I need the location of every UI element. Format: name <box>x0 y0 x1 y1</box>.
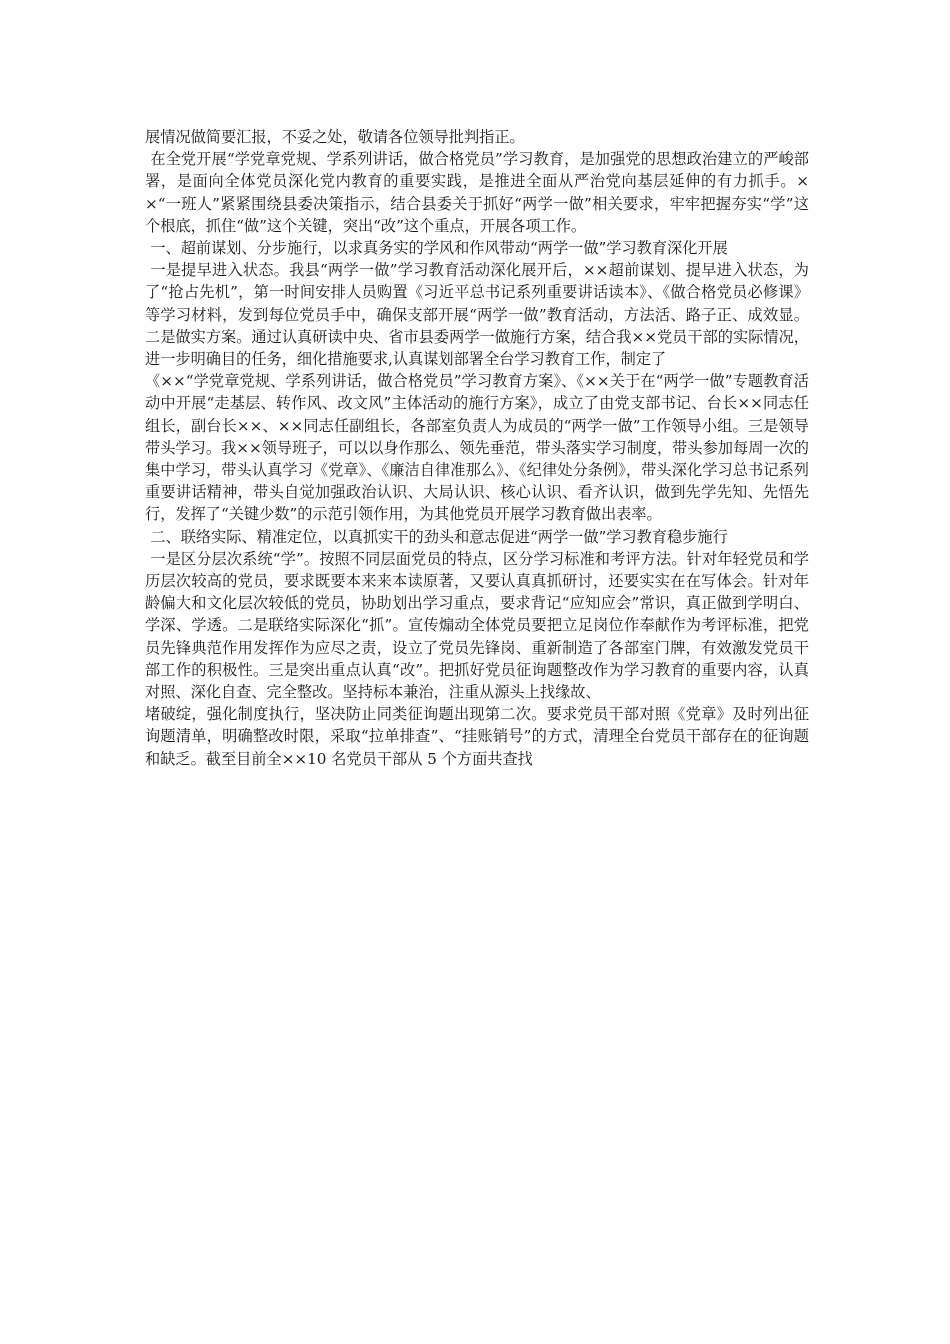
paragraph-intro-tail: 展情况做简要汇报，不妥之处，敬请各位领导批判指正。 <box>145 128 525 146</box>
paragraph-section-one-b: 《××“学党章党规、学系列讲话，做合格党员”学习教育方案》、《××关于在“两学一做”专题教育活动中开展“走基层、转作风、改文风”主体活动的施行方案》，成立了由党支部书记、台长××同志任组长，副台长××、××同志任副组长，各部室负责人为成员的“两学一做”工作领导小组。三是领导带头学习。我××领导班子，可以以身作那么、领先垂范，带头落实学习制度，带头参加每周一次的集中学习，带头认真学习《党章》、《廉洁自律准那么》、《纪律处分条例》，带头深化学习总书记系列重要讲话精神，带头自觉加强政治认识、大局认识、核心认识、看齐认识，做到先学先知、先悟先行，发挥了“关键少数”的示范引领作用，为其他党员开展学习教育做出表率。 <box>145 372 809 524</box>
paragraph-section-two-b: 堵破绽，强化制度执行，坚决防止同类征询题出现第二次。要求党员干部对照《党章》及时列出征询题清单，明确整改时限，采取“拉单排查”、“挂账销号”的方式，清理全台党员干部存在的征询题和缺乏。截至目前全××10 名党员干部从 5 个方面共查找 <box>145 705 809 768</box>
paragraph-section-one-a: 一是提早进入状态。我县“两学一做”学习教育活动深化展开后，××超前谋划、提早进入状态，为了“抢占先机”，第一时间安排人员购置《习近平总书记系列重要讲话读本》、《做合格党员必修课》等学习材料，发到每位党员手中，确保支部开展“两学一做”教育活动，方法活、路子正、成效显。二是做实方案。通过认真研读中央、省市县委两学一做施行方案，结合我××党员干部的实际情况，进一步明确目的任务，细化措施要求,认真谋划部署全台学习教育工作，制定了 <box>145 261 809 369</box>
document-body <box>145 126 809 770</box>
paragraph-overview: 在全党开展“学党章党规、学系列讲话，做合格党员”学习教育，是加强党的思想政治建立的严峻部署，是面向全体党员深化党内教育的重要实践，是推进全面从严治党向基层延伸的有力抓手。××“一班人”紧紧围绕县委决策指示，结合县委关于抓好“两学一做”相关要求，牢牢把握夯实“学”这个根底，抓住“做”这个关键，突出“改”这个重点，开展各项工作。 <box>145 150 809 235</box>
section-heading-two: 二、联络实际、精准定位，以真抓实干的劲头和意志促进“两学一做”学习教育稳步施行 <box>150 527 728 546</box>
section-heading-one: 一、超前谋划、分步施行，以求真务实的学风和作风带动“两学一做”学习教育深化开展 <box>150 239 728 258</box>
paragraph-section-two-a: 一是区分层次系统“学”。按照不同层面党员的特点，区分学习标准和考评方法。针对年轻党员和学历层次较高的党员，要求既要本来来本读原著，又要认真真抓研讨，还要实实在在写体会。针对年龄偏大和文化层次较低的党员，协助划出学习重点，要求背记“应知应会”常识，真正做到学明白、学深、学透。二是联络实际深化“抓”。宣传煽动全体党员要把立足岗位作奉献作为考评标准，把党员先锋典范作用发挥作为应尽之责，设立了党员先锋岗、重新制造了各部室门牌，有效激发党员干部工作的积极性。三是突出重点认真“改”。把抓好党员征询题整改作为学习教育的重要内容，认真对照、深化自查、完全整改。坚持标本兼治，注重从源头上找缘故、 <box>145 549 809 702</box>
